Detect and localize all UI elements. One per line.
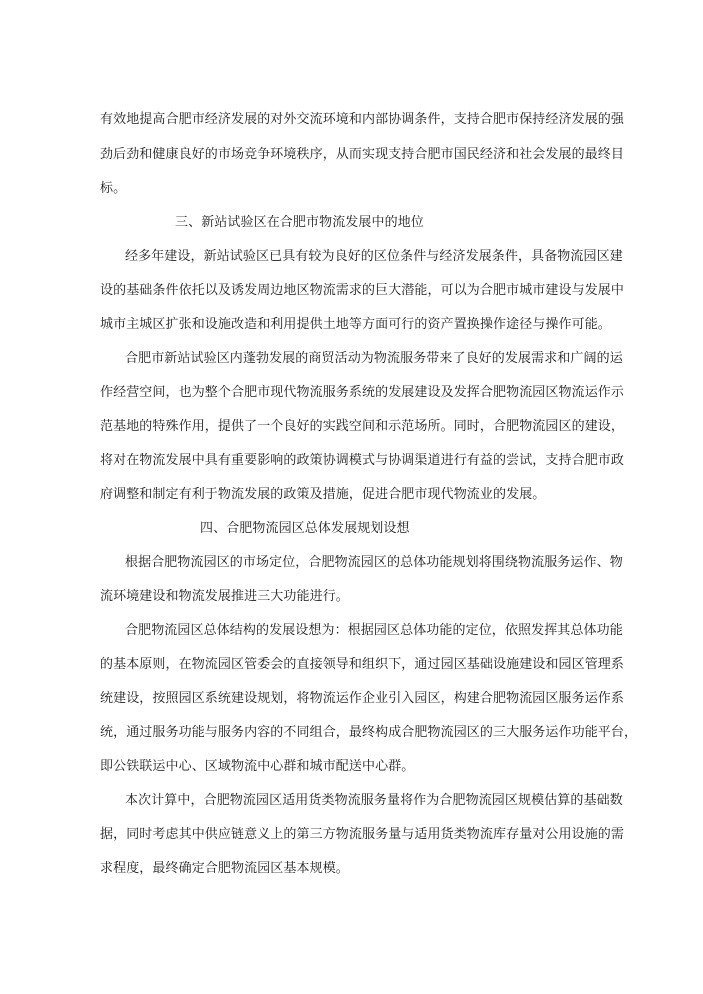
paragraph-3-line-2: 作经营空间，也为整个合肥市现代物流服务系统的发展建设及发挥合肥物流园区物流运作示 [100, 385, 625, 400]
paragraph-6-line-2: 据，同时考虑其中供应链意义上的第三方物流服务量与适用货类物流库存量对公用设施的需 [100, 827, 625, 842]
paragraph-5-line-4: 统，通过服务功能与服务内容的不同组合，最终构成合肥物流园区的三大服务运作功能平台， [100, 725, 638, 740]
paragraph-2-line-1: 经多年建设，新站试验区已具有较为良好的区位条件与经济发展条件，具备物流园区建 [125, 249, 623, 264]
paragraph-1-line-3: 标。 [100, 181, 127, 196]
paragraph-2-line-2: 设的基础条件依托以及诱发周边地区物流需求的巨大潜能，可以为合肥市城市建设与发展中 [100, 283, 625, 298]
paragraph-1-line-2: 劲后劲和健康良好的市场竞争环境秩序，从而实现支持合肥市国民经济和社会发展的最终目 [100, 147, 625, 162]
paragraph-5-line-5: 即公铁联运中心、区域物流中心群和城市配送中心群。 [100, 759, 415, 774]
paragraph-4-line-1: 根据合肥物流园区的市场定位，合肥物流园区的总体功能规划将围绕物流服务运作、物 [125, 555, 623, 570]
paragraph-5-line-1: 合肥物流园区总体结构的发展设想为：根据园区总体功能的定位，依照发挥其总体功能 [125, 623, 623, 638]
paragraph-6-line-3: 求程度，最终确定合肥物流园区基本规模。 [100, 861, 349, 876]
section-heading-4: 四、合肥物流园区总体发展规划设想 [200, 521, 410, 536]
paragraph-1-line-1: 有效地提高合肥市经济发展的对外交流环境和内部协调条件，支持合肥市保持经济发展的强 [100, 112, 625, 127]
paragraph-3-line-4: 将对在物流发展中具有重要影响的政策协调模式与协调渠道进行有益的尝试，支持合肥市政 [100, 453, 625, 468]
paragraph-3-line-5: 府调整和制定有利于物流发展的政策及措施，促进合肥市现代物流业的发展。 [100, 487, 546, 502]
paragraph-2-line-3: 城市主城区扩张和设施改造和利用提供土地等方面可行的资产置换操作途径与操作可能。 [100, 317, 611, 332]
section-heading-3: 三、新站试验区在合肥市物流发展中的地位 [175, 215, 424, 230]
paragraph-5-line-2: 的基本原则，在物流园区管委会的直接领导和组织下，通过园区基础设施建设和园区管理系 [100, 657, 625, 672]
paragraph-4-line-2: 流环境建设和物流发展推进三大功能进行。 [100, 589, 349, 604]
paragraph-3-line-1: 合肥市新站试验区内蓬勃发展的商贸活动为物流服务带来了良好的发展需求和广阔的运 [125, 351, 623, 366]
paragraph-3-line-3: 范基地的特殊作用，提供了一个良好的实践空间和示范场所。同时，合肥物流园区的建设， [100, 419, 625, 434]
paragraph-5-line-3: 统建设，按照园区系统建设规划，将物流运作企业引入园区，构建合肥物流园区服务运作系 [100, 691, 625, 706]
paragraph-6-line-1: 本次计算中，合肥物流园区适用货类物流服务量将作为合肥物流园区规模估算的基础数 [125, 793, 623, 808]
